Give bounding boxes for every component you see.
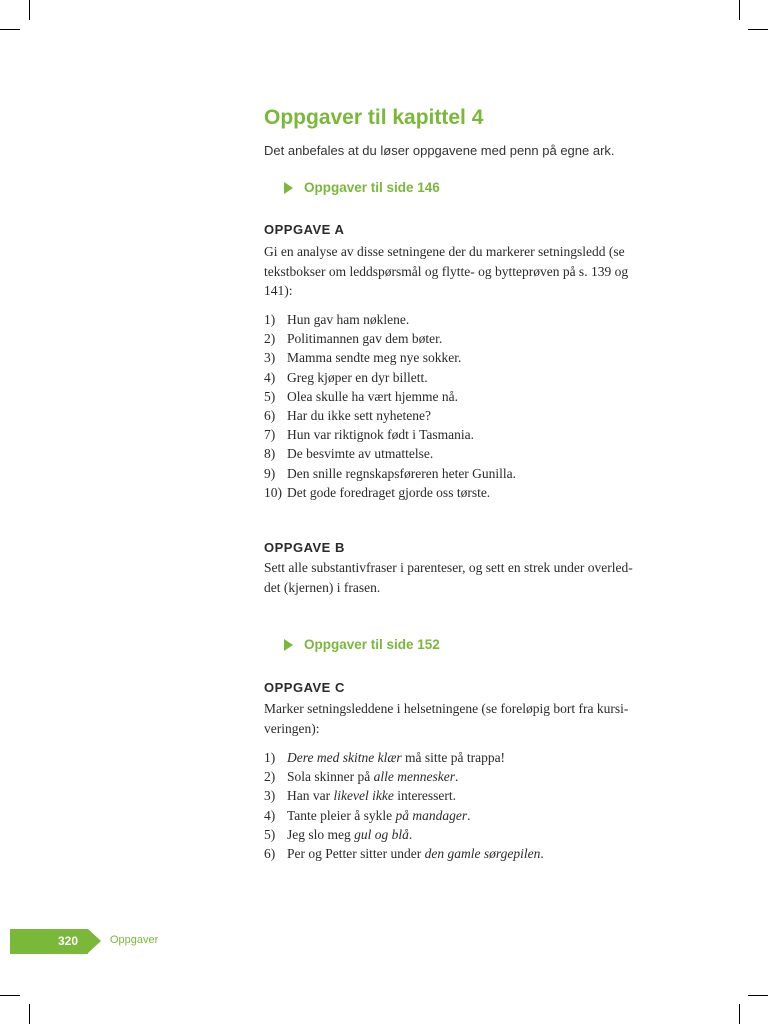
intro-text: Det anbefales at du løser oppgavene med penn på egne ark. xyxy=(264,143,615,158)
list-item xyxy=(264,464,516,483)
list-item xyxy=(264,444,516,463)
item-text: Hun var riktignok født i Tasmania. xyxy=(287,427,475,443)
crop-mark xyxy=(29,0,30,20)
text-line: veringen): xyxy=(264,720,320,736)
section-label: Oppgaver til side 146 xyxy=(304,180,440,195)
exercise-a-text xyxy=(264,242,659,301)
exercise-a-title: OPPGAVE A xyxy=(264,222,345,237)
exercise-c-title: OPPGAVE C xyxy=(264,680,345,695)
text-line: Marker setningsleddene i helsetningene (se foreløpig bort fra kursi- xyxy=(264,701,629,716)
section-heading-146 xyxy=(284,180,440,195)
item-text-italic: Dere med skitne klær xyxy=(287,750,402,765)
footer-arrow-icon xyxy=(88,929,101,953)
item-number: 6) xyxy=(264,845,276,861)
item-number: 6) xyxy=(264,407,276,423)
item-text-plain: Jeg slo meg xyxy=(287,826,355,842)
exercise-c-text xyxy=(264,699,659,738)
item-number: 4) xyxy=(264,807,276,823)
item-text xyxy=(287,748,505,767)
item-text: Politimannen gav dem bøter. xyxy=(287,331,443,347)
item-text-plain: Per og Petter sitter under xyxy=(287,845,425,861)
item-number: 4) xyxy=(264,369,276,385)
item-number: 5) xyxy=(264,388,276,404)
page-number: 320 xyxy=(57,934,78,948)
list-item xyxy=(264,767,544,786)
list-item xyxy=(264,348,516,367)
item-text: Det gode foredraget gjorde oss tørste. xyxy=(287,484,491,500)
item-text xyxy=(287,844,544,863)
item-text xyxy=(287,806,471,825)
text-line: 141): xyxy=(264,283,293,298)
item-text-italic: på mandager xyxy=(395,807,468,823)
item-text-plain: . xyxy=(408,826,413,842)
section-label: Oppgaver til side 152 xyxy=(304,637,440,652)
item-text-italic: alle mennesker xyxy=(373,769,455,785)
item-number: 9) xyxy=(264,465,276,481)
item-text: Mamma sendte meg nye sokker. xyxy=(287,350,462,366)
exercise-b-text xyxy=(264,558,659,597)
crop-mark xyxy=(29,1004,30,1024)
item-text-plain: Tante pleier å sykle xyxy=(287,807,396,823)
list-item xyxy=(264,310,516,329)
item-number: 1) xyxy=(264,750,276,765)
text-line: det (kjernen) i frasen. xyxy=(264,579,381,595)
item-text-italic: likevel ikke xyxy=(333,788,394,804)
item-text-italic: den gamle sørgepilen xyxy=(424,845,541,861)
exercise-b-title: OPPGAVE B xyxy=(264,540,345,555)
list-item xyxy=(264,786,544,805)
item-number: 3) xyxy=(264,788,276,804)
list-item xyxy=(264,329,516,348)
exercise-a-list xyxy=(264,310,516,502)
item-text: Olea skulle ha vært hjemme nå. xyxy=(287,388,458,404)
item-text-plain: interessert. xyxy=(393,788,457,804)
item-number: 2) xyxy=(264,331,276,347)
item-text: Den snille regnskapsføreren heter Gunilla. xyxy=(287,465,517,481)
item-text xyxy=(287,786,456,805)
item-text: Hun gav ham nøklene. xyxy=(287,312,410,327)
text-line: Gi en analyse av disse setningene der du markerer setningsledd (se xyxy=(264,244,625,259)
list-item xyxy=(264,825,544,844)
item-number: 1) xyxy=(264,312,276,327)
exercise-c-list xyxy=(264,748,544,863)
crop-mark xyxy=(739,0,740,20)
list-item xyxy=(264,748,544,767)
arrow-right-icon xyxy=(284,639,293,651)
item-text: Greg kjøper en dyr billett. xyxy=(287,369,428,385)
crop-mark xyxy=(0,995,20,996)
list-item xyxy=(264,406,516,425)
crop-mark xyxy=(748,995,768,996)
list-item xyxy=(264,844,544,863)
list-item xyxy=(264,387,516,406)
item-text-plain: . xyxy=(467,807,471,823)
page-title: Oppgaver til kapittel 4 xyxy=(264,106,484,129)
item-text-plain: Han var xyxy=(287,788,334,804)
item-number: 7) xyxy=(264,427,276,443)
arrow-right-icon xyxy=(284,182,293,194)
footer-label: Oppgaver xyxy=(110,934,159,946)
item-text: De besvimte av utmattelse. xyxy=(287,446,434,462)
text-line: Sett alle substantivfraser i parenteser, og sett en strek under overled- xyxy=(264,560,633,575)
item-text: Har du ikke sett nyhetene? xyxy=(287,407,431,423)
item-text-plain: Sola skinner på xyxy=(287,769,374,785)
text-line: tekstbokser om leddspørsmål og flytte- og bytteprøven på s. 139 og xyxy=(264,263,629,279)
list-item xyxy=(264,483,516,502)
item-number: 8) xyxy=(264,446,276,462)
item-text-plain: . xyxy=(540,845,544,861)
item-number: 5) xyxy=(264,826,276,842)
item-text xyxy=(287,825,412,844)
crop-mark xyxy=(748,29,768,30)
item-number: 2) xyxy=(264,769,276,785)
item-text-plain: . xyxy=(454,769,459,785)
list-item xyxy=(264,425,516,444)
list-item xyxy=(264,806,544,825)
item-number: 10) xyxy=(264,484,282,500)
list-item xyxy=(264,368,516,387)
item-text-italic: gul og blå xyxy=(354,826,409,842)
item-number: 3) xyxy=(264,350,276,366)
crop-mark xyxy=(739,1004,740,1024)
crop-mark xyxy=(0,29,20,30)
item-text-plain: må sitte på trappa! xyxy=(401,750,506,765)
section-heading-152 xyxy=(284,637,440,652)
item-text xyxy=(287,767,458,786)
